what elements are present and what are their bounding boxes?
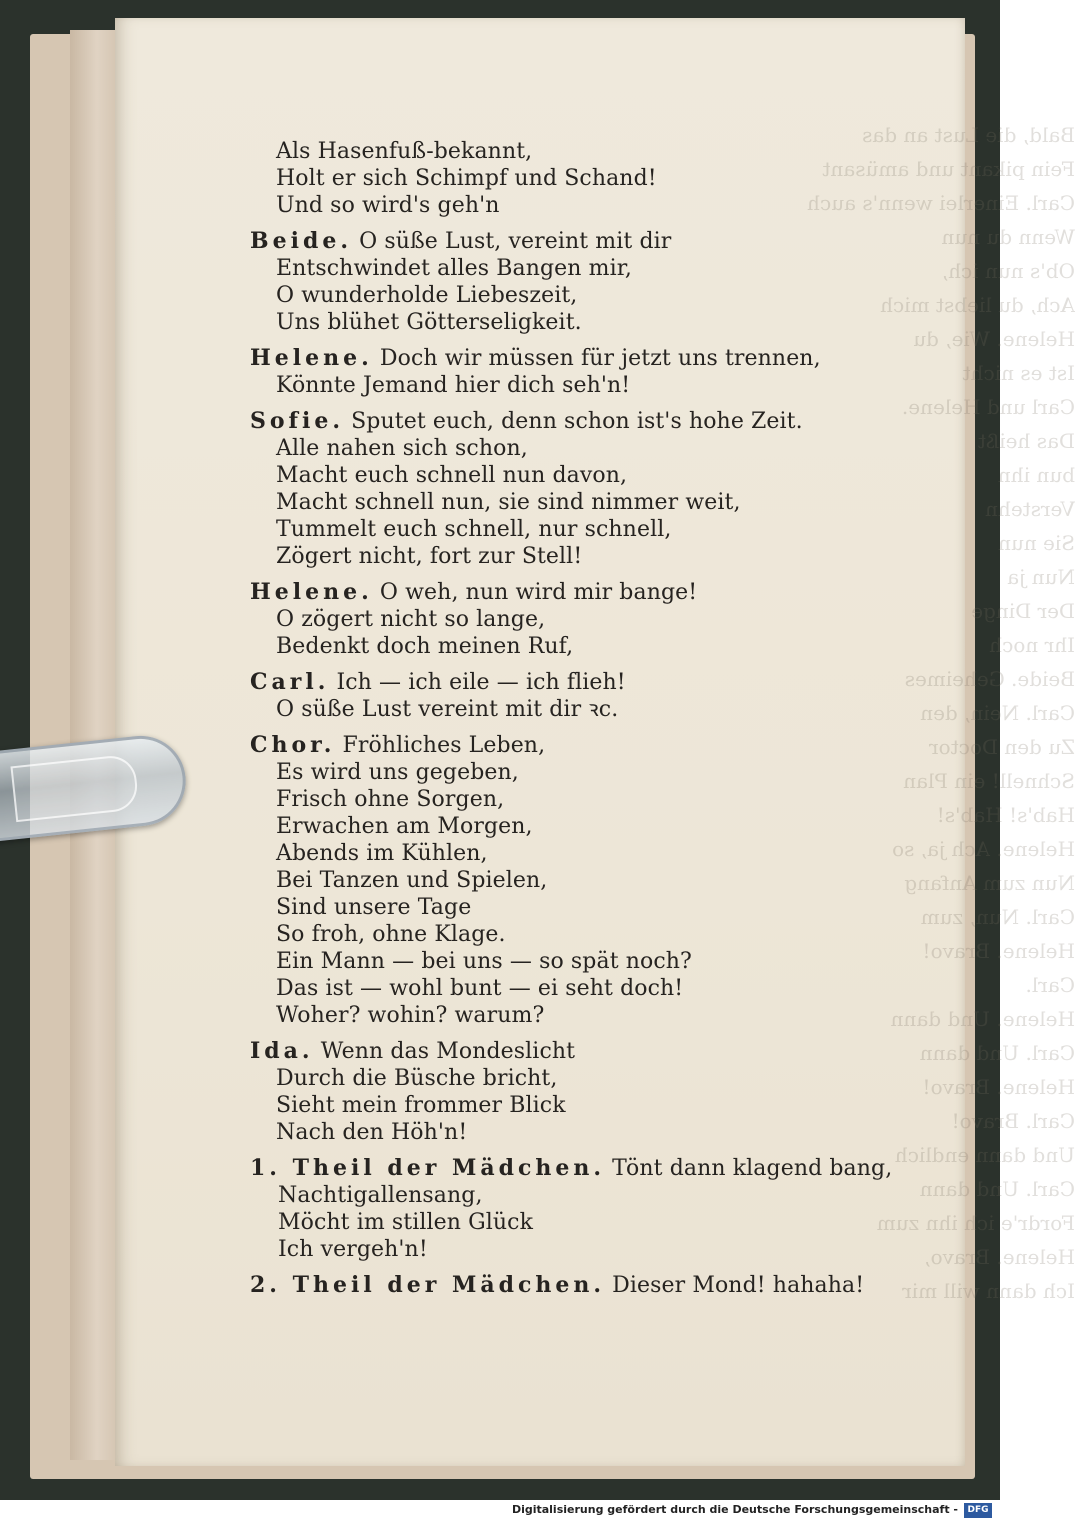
verse-block: [250, 669, 910, 723]
verse-line: [250, 579, 910, 606]
verse-block: [250, 579, 910, 660]
verse-text: Doch wir müssen für jetzt uns trennen,: [379, 346, 821, 371]
verse-line: [250, 408, 910, 435]
verse-text: Tönt dann klagend bang,: [612, 1156, 893, 1181]
verse-line: Nachtigallensang,: [278, 1183, 483, 1208]
verse-line: O süße Lust vereint mit dir ꝛc.: [276, 697, 619, 722]
verse-block: [250, 408, 910, 570]
verse-line: Möcht im stillen Glück: [278, 1210, 534, 1235]
verse-line: [250, 669, 910, 696]
verse-line: Tummelt euch schnell, nur schnell,: [276, 517, 672, 542]
verse-text: Dieser Mond! hahaha!: [612, 1273, 865, 1298]
verse-line: Ich vergeh'n!: [278, 1237, 428, 1262]
digitization-footer: [0, 1500, 1000, 1522]
verse-line: [250, 1155, 910, 1182]
verse-line: Uns blühet Götterseligkeit.: [276, 310, 582, 335]
verse-line: Macht schnell nun, sie sind nimmer weit,: [276, 490, 741, 515]
speaker-name: Chor.: [250, 732, 336, 758]
verse-block: [250, 138, 910, 219]
speaker-name: 1. Theil der Mädchen.: [250, 1155, 606, 1181]
verse-line: Es wird uns gegeben,: [276, 760, 519, 785]
verse-text: Ich — ich eile — ich flieh!: [336, 670, 626, 695]
speaker-name: Beide.: [250, 228, 352, 254]
verse-line: Holt er sich Schimpf und Schand!: [276, 166, 657, 191]
verse-text: Sputet euch, denn schon ist's hohe Zeit.: [351, 409, 803, 434]
verse-line: Ein Mann — bei uns — so spät noch?: [276, 949, 692, 974]
verse-line: Das ist — wohl bunt — ei seht doch!: [276, 976, 684, 1001]
verse-line: Zögert nicht, fort zur Stell!: [276, 544, 583, 569]
verse-block: [250, 1038, 910, 1146]
verse-block: [250, 732, 910, 1029]
verse-line: Erwachen am Morgen,: [276, 814, 533, 839]
verse-block: [250, 1272, 910, 1299]
verse-text: Wenn das Mondeslicht: [320, 1039, 576, 1064]
speaker-name: Carl.: [250, 669, 330, 695]
footer-credit-text: Digitalisierung gefördert durch die Deutsche Forschungsgemeinschaft -: [511, 1503, 958, 1516]
verse-line: So froh, ohne Klage.: [276, 922, 506, 947]
verse-line: O wunderholde Liebeszeit,: [276, 283, 578, 308]
verse-line: Macht euch schnell nun davon,: [276, 463, 628, 488]
verse-line: Als Hasenfuß-bekannt,: [276, 139, 533, 164]
verse-line: O zögert nicht so lange,: [276, 607, 546, 632]
show-through-texture: Bald, die Lust an das Fein pikant und amüsant Carl. Einerlei wenn's auch Wenn du nun Ob's nun ich, Ach, du liebst mich Helene. Wie, du Ist es nicht Carl und Helene. Das heißt bun ihn Verstehn Sie nun Nun ja Der Dinge Ihr noch Beide. Geheimes Carl. Nein, den Zu den Doctor Schnell! ein Plan Hab's! Hab's! Helene. Ach ja, so Nun zum Anfang Carl. Nun, zum Helene. Bravo! Carl. Helene. Und dann Carl. Und dann Helene. Bravo! Carl. Bravo! Und dann endlich Carl. Und dann Fordr'e ich ihn zum Helene. Bravo, Ich dann will mir: [807, 123, 1075, 1303]
verse-text: Fröhliches Leben,: [342, 733, 546, 758]
verse-text: O süße Lust, vereint mit dir: [359, 229, 672, 254]
speaker-name: Ida.: [250, 1038, 314, 1064]
verse-line: Sind unsere Tage: [276, 895, 472, 920]
verse-line: Frisch ohne Sorgen,: [276, 787, 505, 812]
verse-line: [250, 1038, 910, 1065]
verse-line: Könnte Jemand hier dich seh'n!: [276, 373, 631, 398]
verse-line: Durch die Büsche bricht,: [276, 1066, 558, 1091]
verse-line: Sieht mein frommer Blick: [276, 1093, 566, 1118]
verse-line: Entschwindet alles Bangen mir,: [276, 256, 633, 281]
verse-line: [250, 1272, 910, 1299]
speaker-name: Sofie.: [250, 408, 345, 434]
verse-line: Nach den Höh'n!: [276, 1120, 468, 1145]
verse-text: O weh, nun wird mir bange!: [379, 580, 698, 605]
verse-line: Bedenkt doch meinen Ruf,: [276, 634, 574, 659]
verse-line: [250, 732, 910, 759]
verse-line: Und so wird's geh'n: [276, 193, 500, 218]
verse-block: [250, 1155, 910, 1263]
verse-block: [250, 228, 910, 336]
verse-line: Woher? wohin? warum?: [276, 1003, 545, 1028]
verse-line: Bei Tanzen und Spielen,: [276, 868, 548, 893]
verse-line: Abends im Kühlen,: [276, 841, 488, 866]
verse-block: [250, 345, 910, 399]
dfg-logo-icon: DFG: [964, 1503, 992, 1518]
speaker-name: 2. Theil der Mädchen.: [250, 1272, 606, 1298]
verse-line: [250, 345, 910, 372]
verse-line: [250, 228, 910, 255]
verse-line: Alle nahen sich schon,: [276, 436, 528, 461]
clip-inner-highlight: [10, 754, 139, 823]
speaker-name: Helene.: [250, 345, 373, 371]
speaker-name: Helene.: [250, 579, 373, 605]
page-text: [250, 138, 910, 1308]
